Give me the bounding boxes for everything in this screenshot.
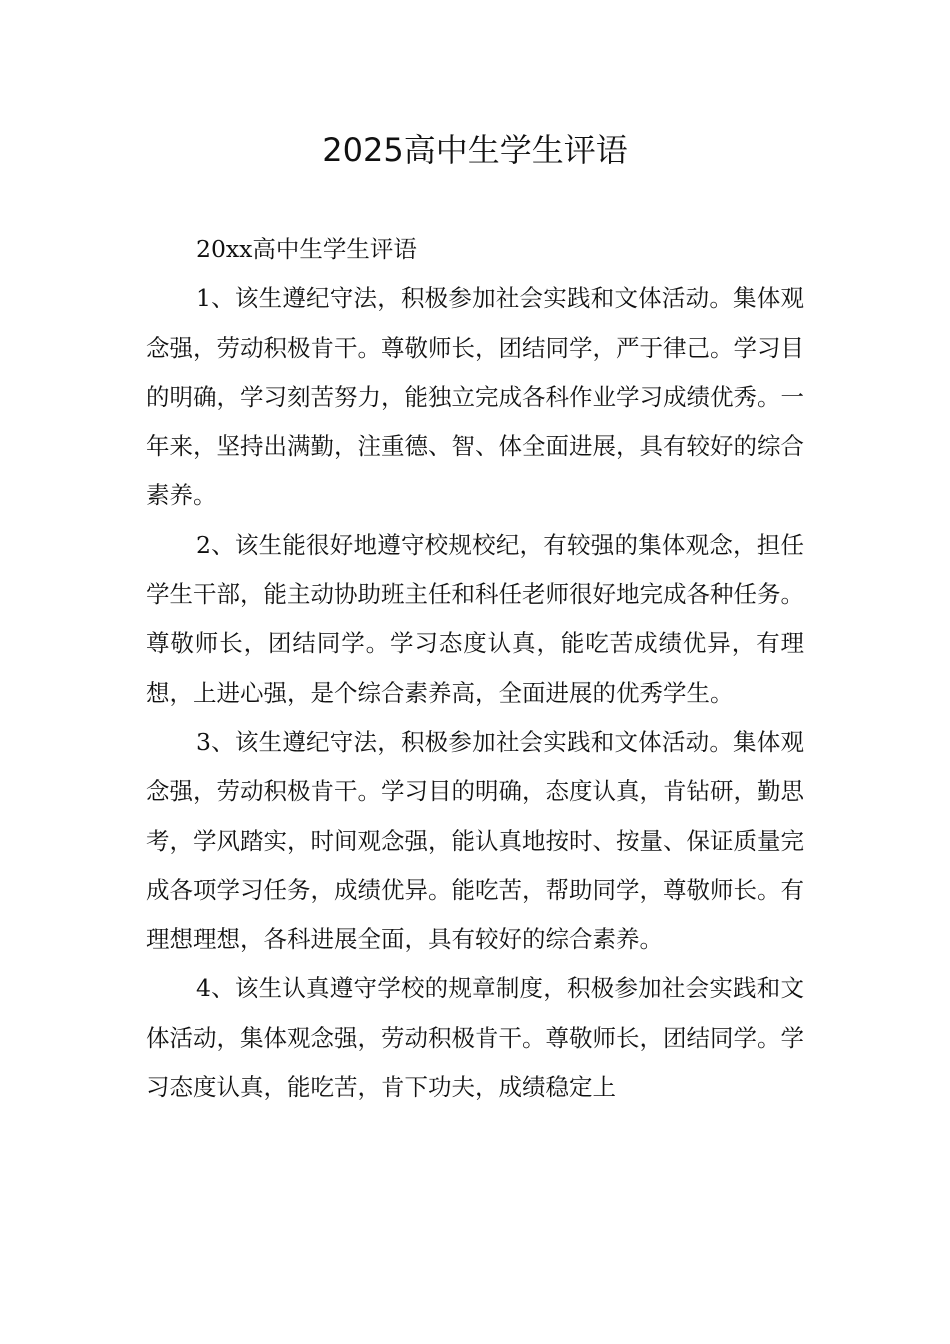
comment-paragraph-1: 1、该生遵纪守法，积极参加社会实践和文体活动。集体观念强，劳动积极肯干。尊敬师长，团结同学，严于律己。学习目的明确，学习刻苦努力，能独立完成各科作业学习成绩优秀。一年来，坚持出满勤，注重德、智、体全面进展，具有较好的综合素养。 — [146, 284, 804, 510]
comment-paragraph-2: 2、该生能很好地遵守校规校纪，有较强的集体观念，担任学生干部，能主动协助班主任和科任老师很好地完成各种任务。尊敬师长，团结同学。学习态度认真，能吃苦成绩优异，有理想，上进心强，是个综合素养高，全面进展的优秀学生。 — [146, 530, 804, 707]
comment-paragraph-3: 3、该生遵纪守法，积极参加社会实践和文体活动。集体观念强，劳动积极肯干。学习目的明确，态度认真，肯钻研，勤思考，学风踏实，时间观念强，能认真地按时、按量、保证质量完成各项学习任务，成绩优异。能吃苦，帮助同学，尊敬师长。有理想理想，各科进展全面，具有较好的综合素养。 — [146, 727, 804, 954]
comment-paragraph-4: 4、该生认真遵守学校的规章制度，积极参加社会实践和文体活动，集体观念强，劳动积极肯干。尊敬师长，团结同学。学习态度认真，能吃苦，肯下功夫，成绩稳定上 — [146, 974, 804, 1102]
document-title: 2025高中生学生评语 — [322, 131, 628, 169]
subtitle-paragraph: 20xx高中生学生评语 — [196, 235, 417, 263]
document-body — [146, 225, 804, 1112]
